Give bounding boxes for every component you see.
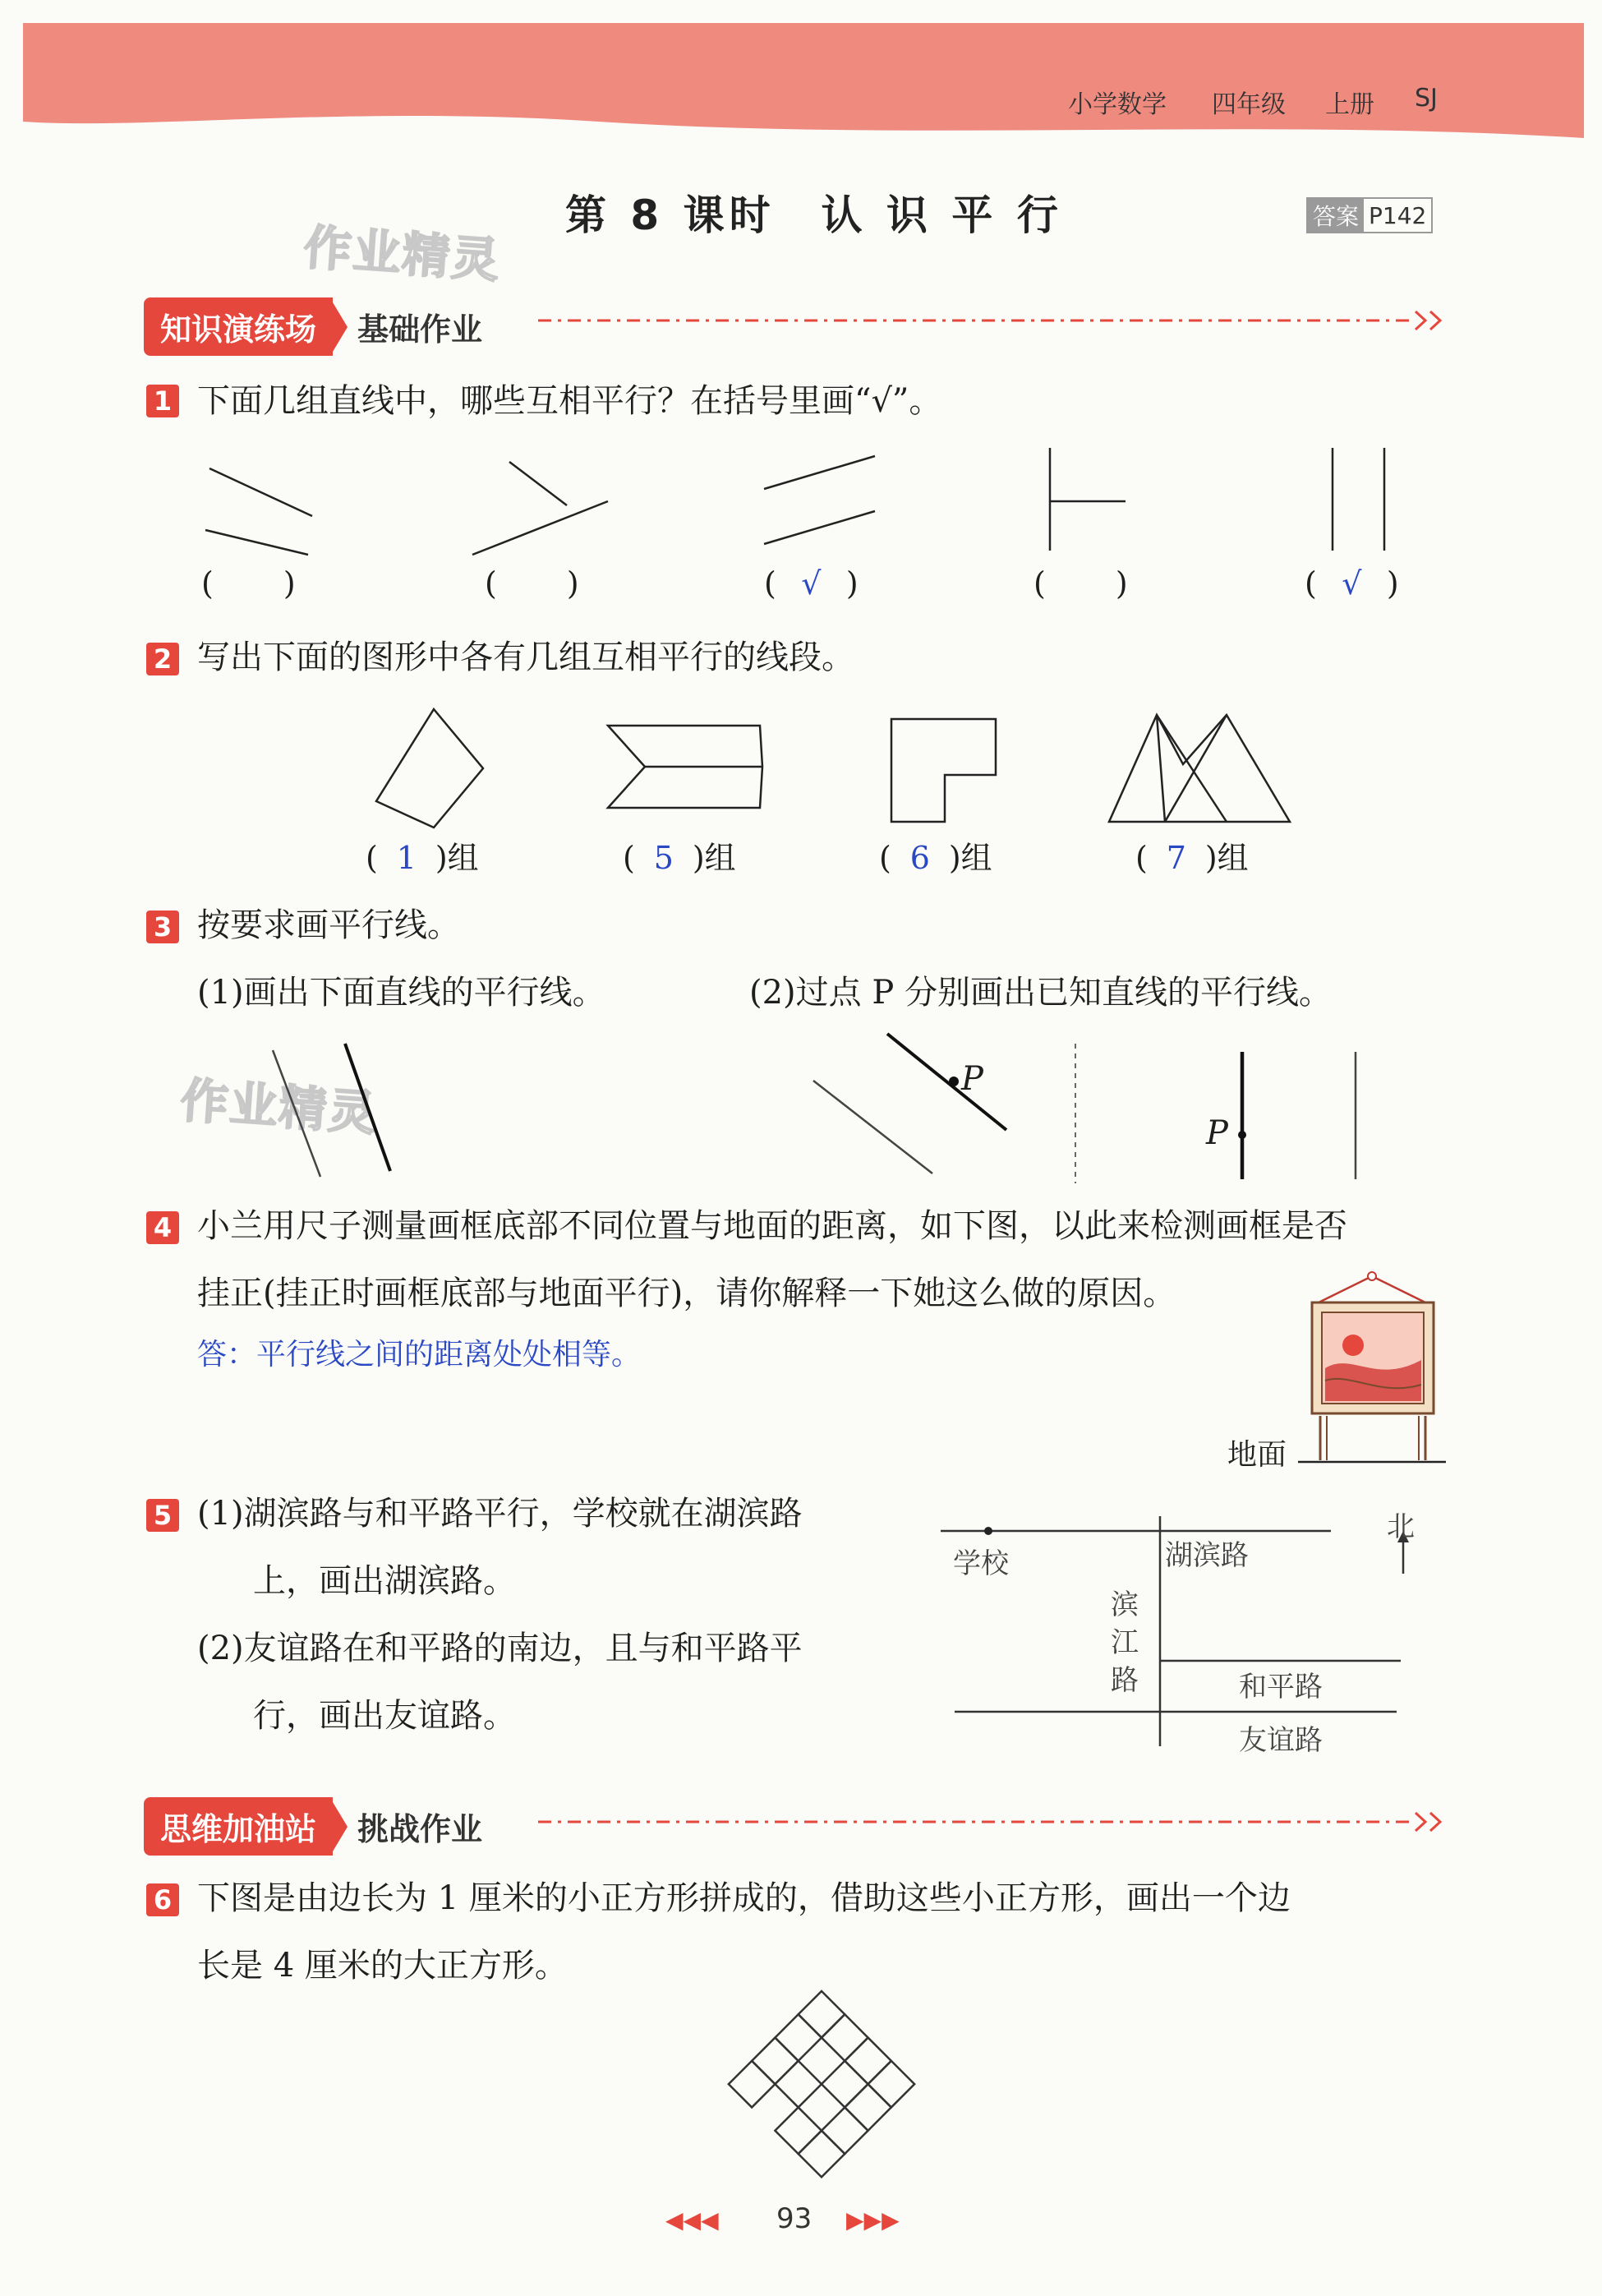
answer-badge bbox=[1306, 197, 1433, 233]
q1-answer-3: √ bbox=[801, 565, 822, 602]
watermark-top: 作业精灵 bbox=[302, 219, 503, 289]
map-binjiang-label bbox=[1111, 1586, 1139, 1699]
q2-unit-4: 组 bbox=[1217, 840, 1249, 876]
map-youyi-label: 友谊路 bbox=[1239, 1724, 1323, 1757]
q2-answer-2: 5 bbox=[653, 840, 674, 876]
q2-unit-3: 组 bbox=[960, 840, 992, 876]
header-grade: 四年级 bbox=[1212, 90, 1286, 119]
q3-given-lines bbox=[263, 1035, 411, 1183]
question-number-2: 2 bbox=[146, 643, 179, 675]
question-5-line2: 上，画出湖滨路。 bbox=[253, 1562, 516, 1600]
question-1-text: 下面几组直线中，哪些互相平行？在括号里画“√”。 bbox=[197, 382, 942, 420]
header-edition: SJ bbox=[1415, 84, 1438, 113]
map-heping-label: 和平路 bbox=[1239, 1671, 1323, 1704]
q3-point-label-1: P bbox=[961, 1060, 983, 1098]
question-3-part1: (1)画出下面直线的平行线。 bbox=[197, 974, 605, 1012]
q2-paren-3: ( 6 )组 bbox=[879, 840, 992, 876]
map-binjiang-char-1: 滨 bbox=[1111, 1588, 1139, 1621]
header-subject: 小学数学 bbox=[1068, 90, 1167, 119]
header-volume: 上册 bbox=[1325, 90, 1374, 119]
map-binjiang-char-2: 江 bbox=[1111, 1626, 1139, 1659]
ground-label: 地面 bbox=[1227, 1438, 1287, 1472]
map-north-label: 北 bbox=[1387, 1510, 1415, 1543]
question-5-line3: (2)友谊路在和平路的南边，且与和平路平 bbox=[197, 1630, 803, 1667]
q1-paren-3: ( √ ) bbox=[764, 565, 859, 602]
q2-shapes bbox=[361, 703, 1306, 834]
map-hubin-label: 湖滨路 bbox=[1165, 1539, 1249, 1572]
question-6-line2: 长是 4 厘米的大正方形。 bbox=[197, 1947, 568, 1985]
lesson-title: 第 8 课时 认 识 平 行 bbox=[565, 191, 1063, 239]
q3-point-label-2: P bbox=[1206, 1114, 1228, 1152]
footer-prev-arrows: ◀◀◀ bbox=[665, 2206, 719, 2234]
q2-paren-1: ( 1 )组 bbox=[366, 840, 479, 876]
q1-paren-5: ( √ ) bbox=[1305, 565, 1399, 602]
section-tag-2: 思维加油站 bbox=[144, 1797, 333, 1856]
map-school-label: 学校 bbox=[953, 1547, 1009, 1580]
q1-paren-2: ( ) bbox=[485, 565, 579, 602]
question-5-line1: (1)湖滨路与和平路平行，学校就在湖滨路 bbox=[197, 1495, 803, 1533]
q2-answer-1: 1 bbox=[396, 840, 417, 876]
question-5-line4: 行，画出友谊路。 bbox=[253, 1697, 516, 1735]
question-3-part2: (2)过点 P 分别画出已知直线的平行线。 bbox=[749, 974, 1333, 1012]
q1-line-groups bbox=[189, 444, 1446, 575]
map-binjiang-char-3: 路 bbox=[1111, 1664, 1139, 1697]
section-header-challenge bbox=[144, 1797, 482, 1856]
q1-answer-5: √ bbox=[1342, 565, 1362, 602]
question-6-line1: 下图是由边长为 1 厘米的小正方形拼成的，借助这些小正方形，画出一个边 bbox=[197, 1879, 1291, 1917]
section-subtitle-2: 挑战作业 bbox=[357, 1811, 483, 1847]
answer-page: P142 bbox=[1369, 201, 1427, 229]
q3-point-figure-1 bbox=[801, 1027, 1023, 1183]
question-number-5: 5 bbox=[146, 1499, 179, 1532]
question-number-4: 4 bbox=[146, 1211, 179, 1244]
picture-frame-illustration bbox=[1302, 1270, 1446, 1463]
q3-dashed-divider bbox=[1072, 1044, 1080, 1183]
question-4-line2: 挂正(挂正时画框底部与地面平行)，请你解释一下她这么做的原因。 bbox=[197, 1275, 1176, 1312]
section-divider-2 bbox=[538, 1810, 1450, 1834]
ground-line bbox=[1298, 1459, 1446, 1467]
watermark-mid: 作业精灵 bbox=[178, 1072, 380, 1142]
q2-paren-2: ( 5 )组 bbox=[623, 840, 736, 876]
question-number-3: 3 bbox=[146, 911, 179, 943]
header-band bbox=[23, 23, 1584, 138]
section-header-basic bbox=[144, 297, 482, 356]
question-4-answer: 答：平行线之间的距离处处相等。 bbox=[197, 1338, 642, 1372]
q2-paren-4: ( 7 )组 bbox=[1135, 840, 1249, 876]
question-4-line1: 小兰用尺子测量画框底部不同位置与地面的距离，如下图，以此来检测画框是否 bbox=[197, 1207, 1347, 1245]
q1-paren-4: ( ) bbox=[1033, 565, 1128, 602]
q2-unit-2: 组 bbox=[704, 840, 736, 876]
q2-unit-1: 组 bbox=[447, 840, 479, 876]
q2-answer-3: 6 bbox=[909, 840, 930, 876]
section-divider bbox=[538, 308, 1450, 333]
q2-answer-4: 7 bbox=[1166, 840, 1186, 876]
question-number-6: 6 bbox=[146, 1883, 179, 1916]
section-tag: 知识演练场 bbox=[144, 297, 333, 356]
q1-paren-1: ( ) bbox=[201, 565, 296, 602]
section-subtitle: 基础作业 bbox=[357, 311, 483, 348]
answer-label: 答案 bbox=[1308, 199, 1364, 232]
question-3-text: 按要求画平行线。 bbox=[197, 906, 460, 944]
q6-square-tiling bbox=[715, 1985, 928, 2194]
page-number: 93 bbox=[776, 2202, 813, 2235]
question-2-text: 写出下面的图形中各有几组互相平行的线段。 bbox=[197, 639, 854, 676]
question-number-1: 1 bbox=[146, 385, 179, 417]
footer-next-arrows: ▶▶▶ bbox=[846, 2206, 900, 2234]
q3-point-figure-2 bbox=[1224, 1048, 1372, 1183]
